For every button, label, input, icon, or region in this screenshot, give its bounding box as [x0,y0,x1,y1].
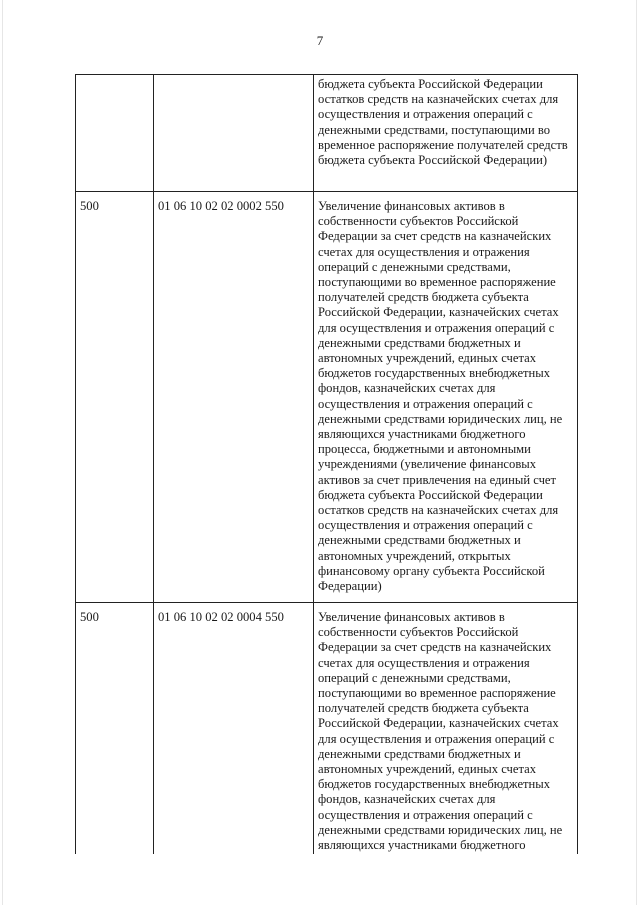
admin-code-cell: 500 [76,192,154,603]
budget-code-cell: 01 06 10 02 02 0004 550 [154,603,314,855]
table-row [76,75,578,192]
budget-code-cell [154,75,314,192]
page-number: 7 [316,33,324,48]
budget-code-cell: 01 06 10 02 02 0002 550 [154,192,314,603]
admin-code-cell: 500 [76,603,154,855]
scan-edge-left [2,0,3,905]
description-cell: бюджета субъекта Российской Федерации остатков средств на казначейских счетах для осуществления и отражения операций с денежными средствами, поступающими во временное распоряжение получателей средств бюджета субъекта Российской Федерации) [314,75,578,192]
table-row [76,192,578,603]
admin-code-cell [76,75,154,192]
description-cell: Увеличение финансовых активов в собственности субъектов Российской Федерации за счет средств на казначейских счетах для осуществления и отражения операций с денежными средствами, поступающими во временное распоряжение получателей средств бюджета субъекта Российской Федерации, казначейских счетах для осуществления и отражения операций с денежными средствами бюджетных и автономных учреждений, единых счетах бюджетов государственных внебюджетных фондов, казначейских счетах для осуществления и отражения операций с денежными средствами юридических лиц, не являющихся участниками бюджетного [314,603,578,855]
budget-codes-table [75,74,578,854]
description-cell: Увеличение финансовых активов в собственности субъектов Российской Федерации за счет средств на казначейских счетах для осуществления и отражения операций с денежными средствами, поступающими во временное распоряжение получателей средств бюджета субъекта Российской Федерации, казначейских счетах для осуществления и отражения операций с денежными средствами бюджетных и автономных учреждений, единых счетах бюджетов государственных внебюджетных фондов, казначейских счетах для осуществления и отражения операций с денежными средствами юридических лиц, не являющихся участниками бюджетного процесса, бюджетными и автономными учреждениями (увеличение финансовых активов за счет привлечения на единый счет бюджета субъекта Российской Федерации остатков средств на казначейских счетах для осуществления и отражения операций с денежными средствами бюджетных и автономных учреждений, открытых финансовому органу субъекта Российской Федерации) [314,192,578,603]
scan-edge-right [636,0,637,905]
table-row [76,603,578,855]
